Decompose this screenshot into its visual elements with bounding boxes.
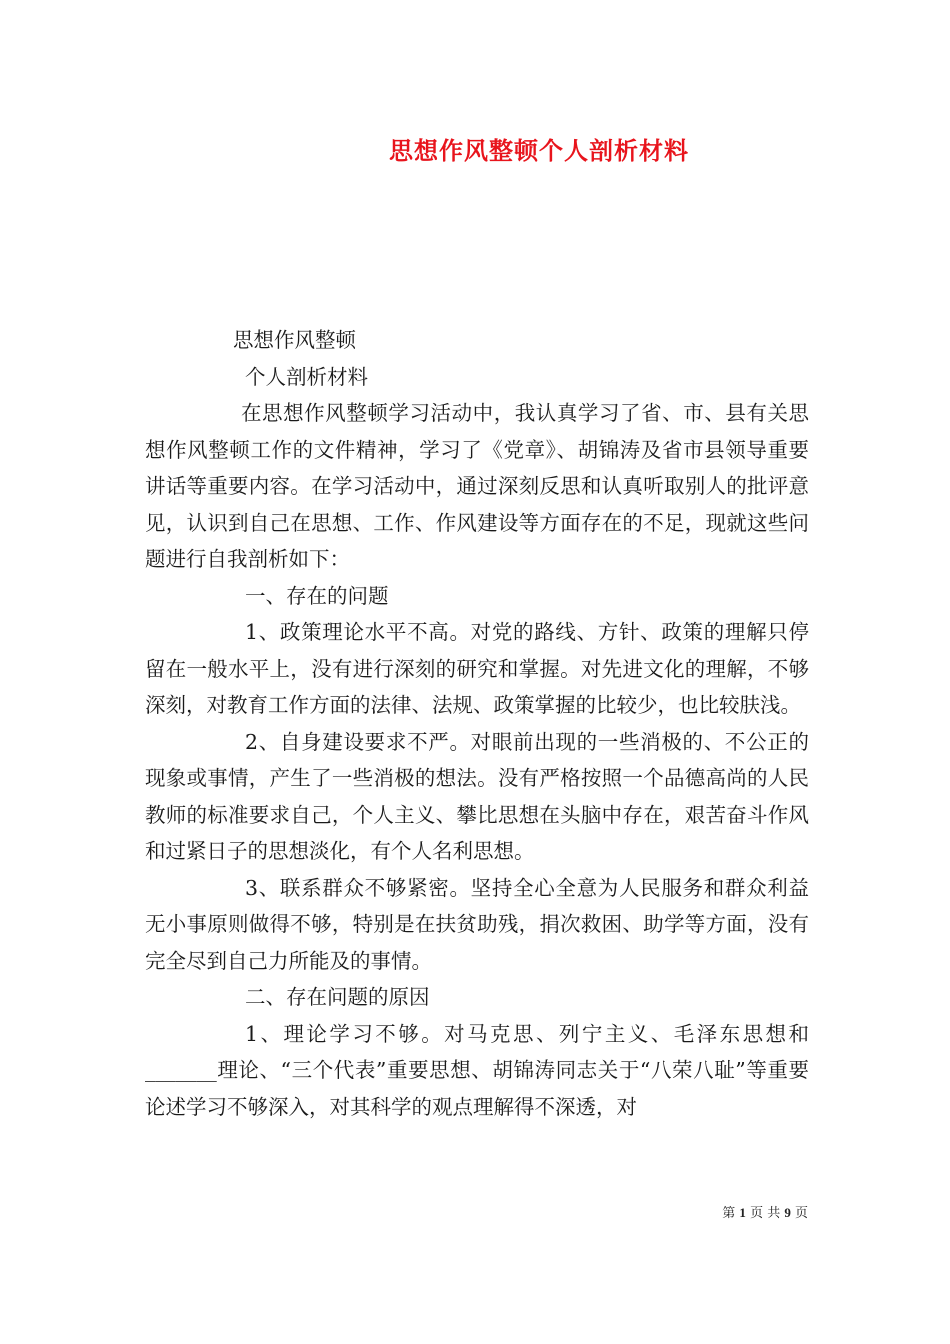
- heading-line-2: 个人剖析材料: [245, 364, 368, 389]
- section-heading-causes: 二、存在问题的原因: [245, 985, 430, 1009]
- document-title: 思想作风整顿个人剖析材料: [389, 136, 689, 165]
- problem-paragraph-1: 1、政策理论水平不高。对党的路线、方针、政策的理解只停留在一般水平上，没有进行深刻的研究和掌握。对先进文化的理解，不够深刻，对教育工作方面的法律、法规、政策掌握的比较少，也比较肤浅。: [145, 620, 809, 717]
- footer-suffix: 页: [794, 1206, 808, 1221]
- problem-paragraph-2: 2、自身建设要求不严。对眼前出现的一些消极的、不公正的现象或事情，产生了一些消极的想法。没有严格按照一个品德高尚的人民教师的标准要求自己，个人主义、攀比思想在头脑中存在，艰苦奋斗作风和过紧日子的思想淡化，有个人名利思想。: [145, 729, 809, 863]
- cause-paragraph-1: 1、理论学习不够。对马克思、列宁主义、毛泽东思想和_______理论、“三个代表”重要思想、胡锦涛同志关于“八荣八耻”等重要论述学习不够深入，对其科学的观点理解得不深透，对: [145, 1021, 809, 1119]
- intro-paragraph: 在思想作风整顿学习活动中，我认真学习了省、市、县有关思想作风整顿工作的文件精神，学习了《党章》、胡锦涛及省市县领导重要讲话等重要内容。在学习活动中，通过深刻反思和认真听取别人的批评意见，认识到自己在思想、工作、作风建设等方面存在的不足，现就这些问题进行自我剖析如下：: [145, 401, 809, 571]
- total-page-number: 9: [784, 1205, 791, 1220]
- problem-paragraph-3: 3、联系群众不够紧密。坚持全心全意为人民服务和群众利益无小事原则做得不够，特别是在扶贫助残，捐次救困、助学等方面，没有完全尽到自己力所能及的事情。: [145, 875, 809, 973]
- section-heading-problems: 一、存在的问题: [245, 583, 389, 608]
- footer-prefix: 第: [722, 1206, 736, 1221]
- heading-line-1: 思想作风整顿: [233, 328, 356, 352]
- current-page-number: 1: [739, 1205, 746, 1220]
- document-body: [145, 322, 809, 1125]
- page-footer: [722, 1204, 808, 1223]
- footer-middle: 页 共: [750, 1206, 781, 1221]
